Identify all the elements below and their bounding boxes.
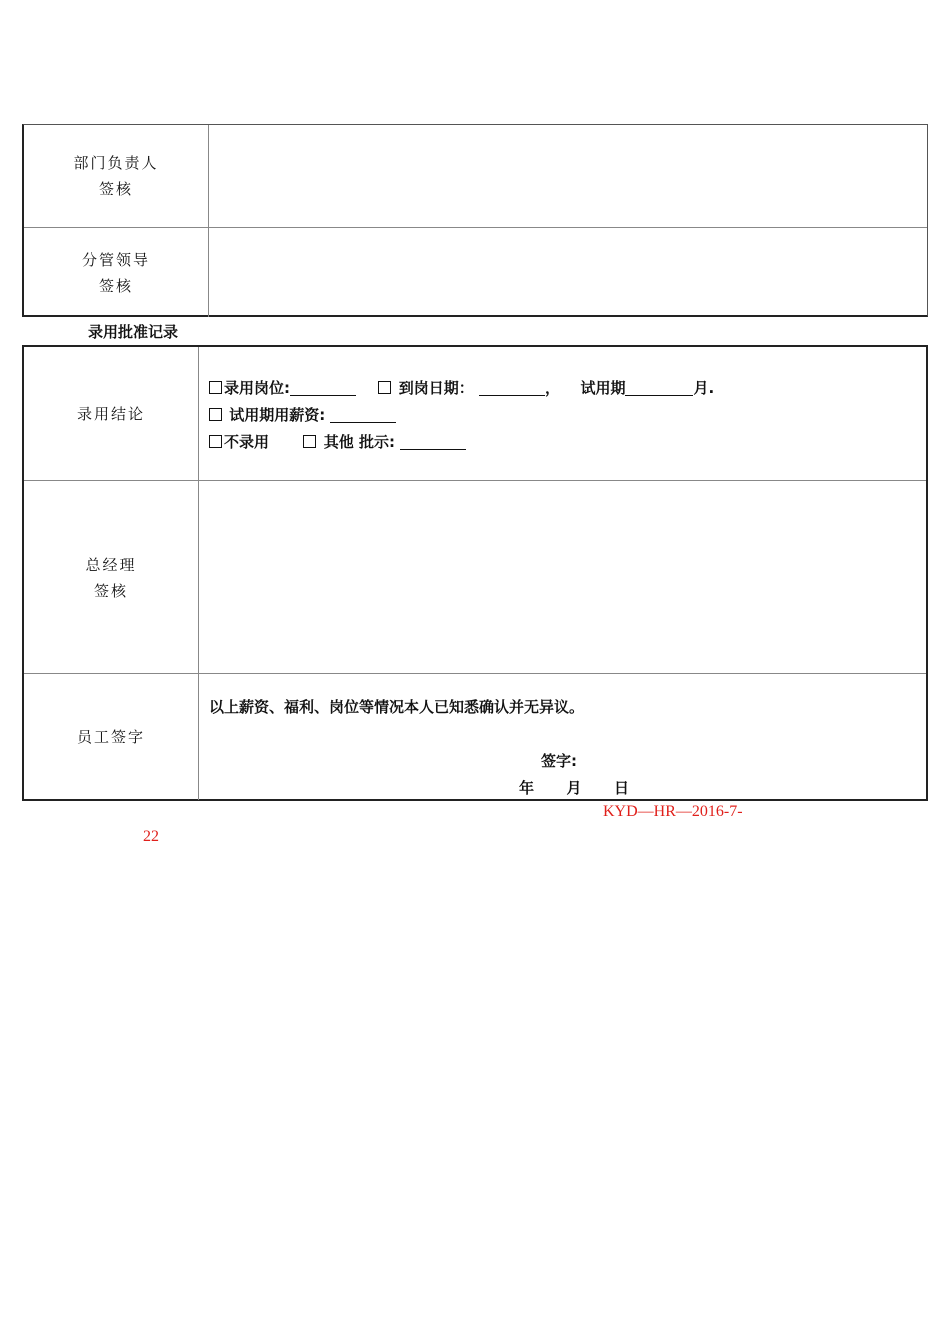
conclusion-label [24,347,199,480]
other-field[interactable] [400,435,466,450]
reject-checkbox[interactable] [209,435,222,448]
label-line: 员工签字 [76,728,145,746]
label-line: 签核 [93,581,128,600]
position-field[interactable] [290,381,356,396]
probation-salary-field[interactable] [330,408,396,423]
date-line [519,777,629,798]
approval-table [22,124,928,317]
supervisor-label [24,228,209,317]
employee-signature-label [24,674,199,800]
section-title: 录用批准记录 [88,323,179,341]
day-label: 日 [613,779,629,797]
reject-label: 不录用 [224,433,270,451]
label-line: 部门负责人 [73,154,159,172]
table-row [24,347,926,480]
month-label: 月 [566,779,582,797]
employee-signature-content [199,674,926,800]
employee-statement: 以上薪资、福利、岗位等情况本人已知悉确认并无异议。 [209,698,585,716]
signature-label: 签字: [541,752,577,770]
table-row [24,673,926,800]
conclusion-line-2 [209,404,396,425]
probation-label: 试用期 [580,379,626,397]
year-label: 年 [519,779,535,797]
document-number: 22 [143,828,159,845]
hiring-approval-table [22,345,928,801]
document-code: KYD—HR—2016-7- [603,803,743,820]
table-row [24,125,927,227]
conclusion-line-1 [209,377,714,398]
other-checkbox[interactable] [303,435,316,448]
label-line: 录用结论 [76,404,145,423]
gm-label [24,481,199,674]
conclusion-content [199,347,926,480]
dept-head-label [24,125,209,227]
gm-signature-area[interactable] [199,481,926,674]
position-label: 录用岗位: [224,379,290,397]
supervisor-signature-area[interactable] [209,228,927,317]
table-row [24,227,927,317]
arrival-checkbox[interactable] [378,381,391,394]
table-row [24,480,926,674]
arrival-date-field[interactable] [479,381,545,396]
label-line: 总经理 [85,555,137,574]
hire-checkbox[interactable] [209,381,222,394]
month-suffix: 月. [693,379,715,397]
label-line: 签核 [98,180,133,198]
label-line: 分管领导 [81,250,150,269]
comma: ， [544,379,560,397]
other-label: 其他 批示: [323,433,395,451]
arrival-label: 到岗日期： [398,379,474,397]
conclusion-line-3 [209,431,466,452]
dept-head-signature-area[interactable] [209,125,927,227]
probation-salary-checkbox[interactable] [209,408,222,421]
label-line: 签核 [98,276,133,295]
probation-months-field[interactable] [625,381,693,396]
probation-salary-label: 试用期用薪资: [229,406,326,424]
